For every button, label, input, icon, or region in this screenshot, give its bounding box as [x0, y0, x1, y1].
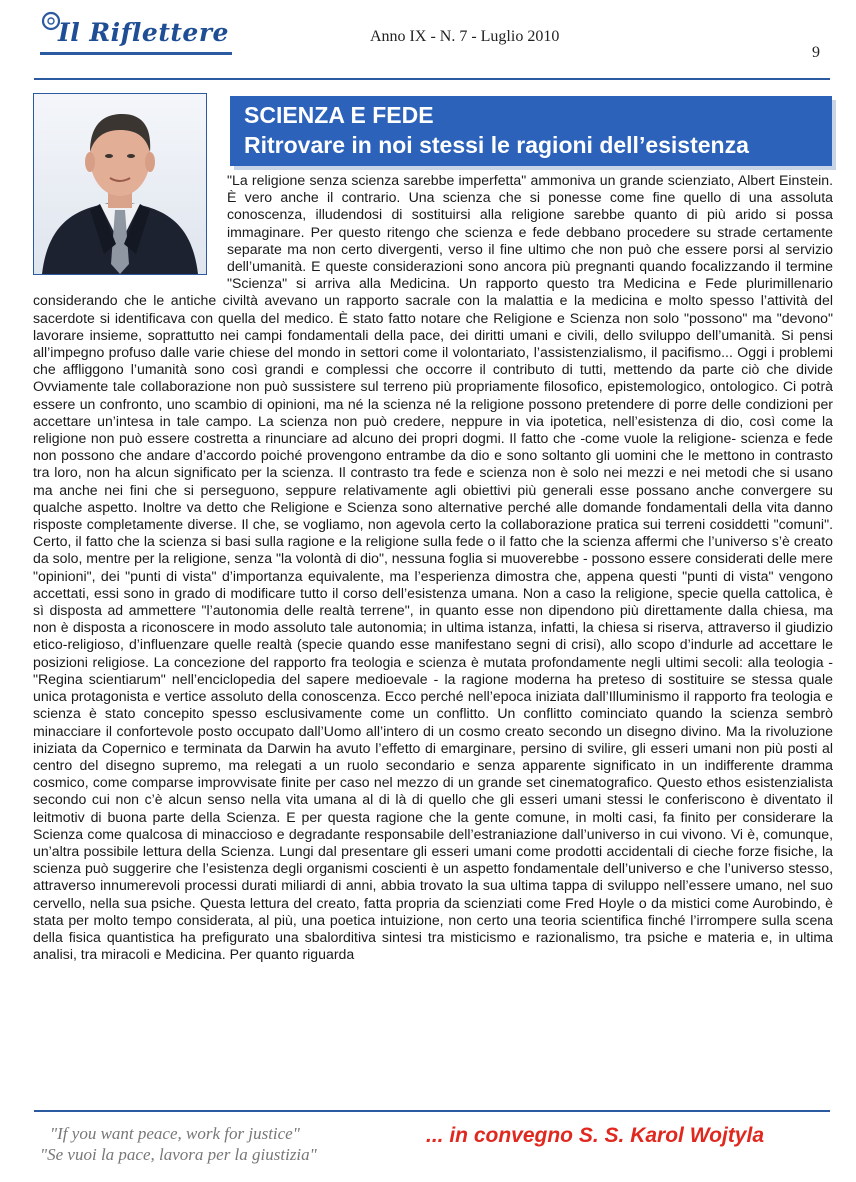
footer-quote-english: "If you want peace, work for justice"	[50, 1124, 300, 1143]
header-divider	[34, 78, 830, 80]
magazine-title: Il Riflettere	[58, 18, 229, 47]
footer-quote-italian: "Se vuoi la pace, lavora per la giustizia"	[40, 1145, 317, 1164]
issue-info: Anno IX - N. 7 - Luglio 2010	[370, 28, 560, 45]
article-title: SCIENZA E FEDE	[244, 102, 434, 128]
article-title-box	[230, 96, 832, 166]
footer-divider	[34, 1110, 830, 1112]
masthead	[40, 10, 300, 58]
article-subtitle: Ritrovare in noi stessi le ragioni dell’esistenza	[244, 132, 749, 158]
photo-wrap-spacer	[33, 172, 227, 290]
footer-convegno: ... in convegno S. S. Karol Wojtyla	[426, 1124, 764, 1147]
article-body-text: "La religione senza scienza sarebbe imperfetta" ammoniva un grande scienziato, Albert Einstein. È vero anche il contrario. Una scienza che si ponesse come fine quello di una assoluta conoscenza, illudendosi di sostituirsi alla religione sarebbe quanto di più arido si possa immaginare. Per questo ritengo che scienza e fede debbano procedere su strade certamente separate ma non certo divergenti, verso il fine ultimo che non può che essere porsi al servizio dell’umanità. E queste considerazioni sono ancora più pregnanti quando focalizzando il termine "Scienza" si arriva alla Medicina. Un rapporto questo tra Medicina e Fede plurimillenario considerando che le antiche civiltà avevano un rapporto sacrale con la malattia e la medicina e molto spesso l’attività del sacerdote si identificava con quella del medico. È stato fatto notare che Religione e Scienza non solo "possono" ma "devono" lavorare insieme, soprattutto nei campi fondamentali della pace, dei diritti umani e civili, dello sviluppo dell’umanità. Si pensi all’impegno profuso dalle varie chiese del mondo in settori come il volontariato, l’assistenzialismo, il pacifismo... Oggi i problemi che affliggono l’umanità sono così grandi e complessi che occorre il contributo di tutti, mettendo da parte ciò che divide Ovviamente tale collaborazione non può sussistere sul terreno più propriamente filosofico, epistemologico, ontologico. Ci potrà essere un confronto, uno scambio di opinioni, ma né la scienza né la religione possono pretendere di porre delle condizioni per accettare un’intesa in tale campo. La scienza non può credere, neppure in via ipotetica, nell’esistenza di dio, così come la religione non può essere costretta a rinunciare ad alcuno dei propri dogmi. Il fatto che -come vuole la religione- scienza e fede non possono che andare d’accordo poiché provengono entrambe da dio e sono soltanto gli uomini che le mettono in contrasto tra loro, non ha alcun significato per la scienza. Il contrasto tra fede e scienza non è solo nei mezzi e nei metodi che si usano ma anche nei fini che si perseguono, seppure relativamente agli obiettivi più generali esse possano anche convergere su qualche aspetto. Inoltre va detto che Religione e Scienza sono alternative perché alle domande fondamentali della vita danno risposte completamente diverse. Il che, se vogliamo, non agevola certo la collaborazione pratica sui terreni cosiddetti "comuni". Certo, il fatto che la scienza si basi sulla ragione e la religione sulla fede o il fatto che la scienza affermi che l’universo s’è creato da solo, mentre per la religione, senza "la volontà di dio", nessuna foglia si muoverebbe - possono essere considerati delle mere "opinioni", dei "punti di vista" d’importanza equivalente, ma l’esperienza dimostra che, appena questi "punti di vista" vengono accettati, essi sono in grado di modificare tutto il corso dell’esistenza umana. Non a caso la religione, specie quella cattolica, è sì disposta ad ammettere "l’autonomia delle realtà terrene", in quanto esse non dipendono più direttamente dalla chiesa, ma non è disposta a riconoscere in modo assoluto tale autonomia; in ultima istanza, infatti, la chiesa si riserva, attraverso il giudizio etico-religioso, d’influenzare quelle realtà (specie quando esse manifestano segni di crisi), allo scopo d’indurle ad accettare le posizioni religiose. La concezione del rapporto fra teologia e scienza è mutata profondamente negli ultimi secoli: alla teologia - "Regina scientiarum" nell’enciclopedia del sapere medioevale - la ragione moderna ha preteso di sostituire se stessa quale unica protagonista e vertice assoluto della conoscenza. Ecco perché nell’epoca iniziata dall’Illuminismo il rapporto fra teologia e scienza è stato concepito spesso esclusivamente come un conflitto. Un conflitto cominciato quando la scienza sembrò minacciare il confortevole posto occupato dall’Uomo all’intero di un cosmo creato secondo un disegno divino. Ma la rivoluzione iniziata da Copernico e terminata da Darwin ha avuto l’effetto di emarginare, persino di svilire, gli esseri umani non più posti al centro del disegno supremo, ma relegati a un ruolo secondario e senza apparente significato in un indifferente dramma cosmico, come comparse improvvisate finite per caso nel mezzo di un grande set cinematografico. Questo ethos esistenzialista secondo cui non c’è alcun senso nella vita umana al di là di quello che gli esseri umani stessi le conferiscono è diventato il leitmotiv di buona parte della Scienza. E per questa ragione che la gente comune, in molti casi, fa finito per considerare la Scienza come qualcosa di minaccioso e degradante responsabile dell’estraniazione dall’universo in cui vivono. Vi è, comunque, un’altra possibile lettura della Scienza. Lungi dal presentare gli esseri umani come prodotti accidentali di cieche forze fisiche, la scienza può suggerire che l’esistenza degli organismi coscienti è un aspetto fondamentale dell’universo e che l’universo stesso, attraverso innumerevoli processi durati miliardi di anni, abbia trovato la sua ultima tappa di sviluppo nell’essere umano, nel suo cervello, nella sua psiche. Questa lettura del creato, fatta propria da scienziati come Fred Hoyle o da mistici come Aurobindo, è stata per molto tempo considerata, al più, una poetica intuizione, non certo una teoria scientifica finché l’irrompere sulla scena della fisica quantistica ha prefigurato una sbalorditiva sintesi tra misticismo e razionalismo, tra psiche e materia e, in ultima analisi, tra miracoli e Medicina. Per quanto riguarda	[33, 172, 833, 963]
article-body	[33, 172, 833, 963]
page-number: 9	[812, 44, 820, 61]
masthead-underline	[40, 52, 232, 55]
